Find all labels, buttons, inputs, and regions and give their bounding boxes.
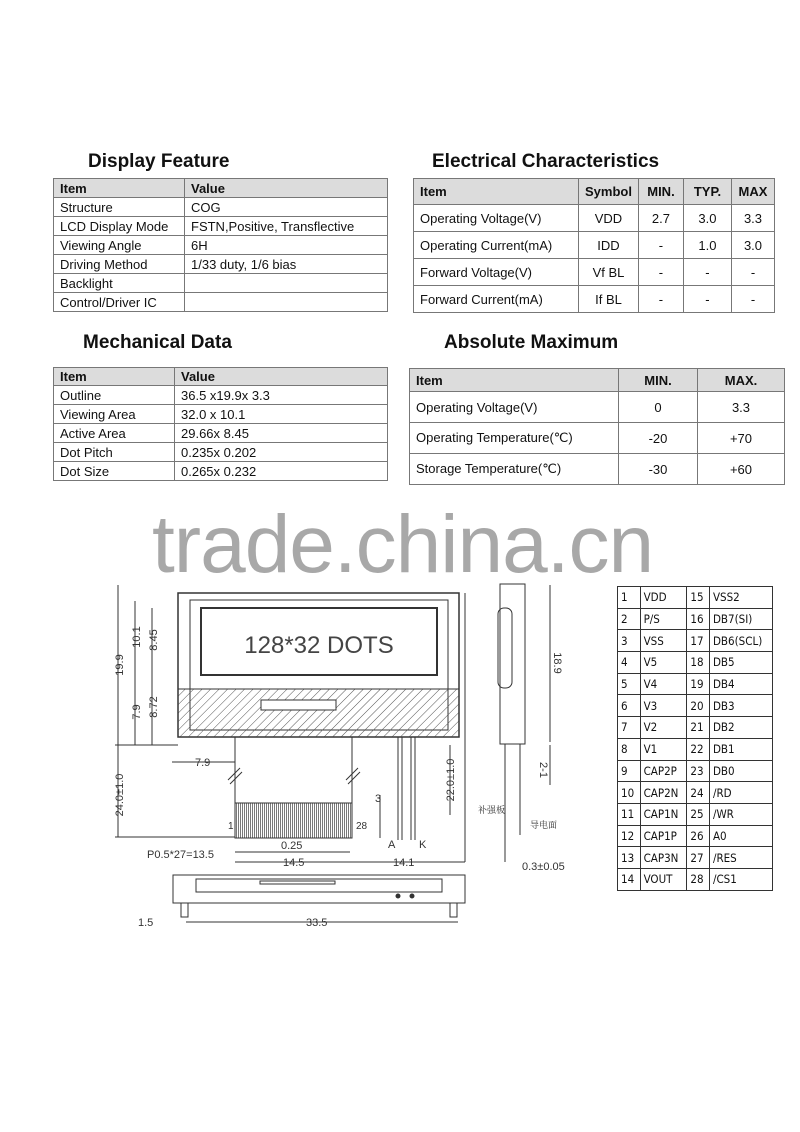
pin-signal: DB4 [709,673,772,695]
table-cell: LCD Display Mode [54,217,185,236]
table-header-row [54,179,388,198]
table-cell: Active Area [54,424,175,443]
table-header-row [410,369,785,392]
table-cell: Dot Pitch [54,443,175,462]
table-cell: Operating Current(mA) [414,232,579,259]
absolute-max-table [409,368,785,485]
table-cell: +60 [698,454,785,485]
table-cell: 29.66x 8.45 [175,424,388,443]
pin-number: 22 [687,738,710,760]
table-header-row [54,368,388,386]
table-cell: -30 [619,454,698,485]
mechanical-table [53,367,388,481]
table-cell: Structure [54,198,185,217]
side-view-bottom [173,875,465,917]
pin-number: 2 [618,608,641,630]
table-cell: 3.0 [731,232,774,259]
column-header: Value [175,368,388,386]
pin-signal: CAP2N [640,782,687,804]
pin-last-label: 28 [356,821,368,832]
table-cell: - [731,286,774,313]
table-cell: Control/Driver IC [54,293,185,312]
column-header: MAX [731,179,774,205]
pin-signal: DB5 [709,652,772,674]
table-row [414,232,775,259]
table-cell: Operating Voltage(V) [414,205,579,232]
table-row [410,423,785,454]
table-cell: Driving Method [54,255,185,274]
column-header: Item [54,368,175,386]
table-cell: - [638,259,683,286]
pin-signal: V1 [640,738,687,760]
electrical-table [413,178,775,313]
pin-number: 13 [618,847,641,869]
dim-1-5: 1.5 [138,917,154,929]
electrical-title: Electrical Characteristics [432,151,660,172]
pin-signal: CAP2P [640,760,687,782]
pin-number: 8 [618,738,641,760]
pin-number: 27 [687,847,710,869]
table-row [54,255,388,274]
pin-first-label: 1 [228,821,234,832]
dim-10-1: 10.1 [131,626,143,648]
pin-row [618,738,773,760]
pin-number: 16 [687,608,710,630]
table-row [54,293,388,312]
absolute-max-title: Absolute Maximum [444,332,619,353]
table-cell: 2.7 [638,205,683,232]
pin-row [618,608,773,630]
pin-signal: VDD [640,587,687,609]
pin-number: 21 [687,717,710,739]
pin-signal: DB0 [709,760,772,782]
table-cell: VDD [579,205,639,232]
table-cell: 0.265x 0.232 [175,462,388,481]
pin-number: 24 [687,782,710,804]
pin-signal: /RD [709,782,772,804]
pin-signal: V2 [640,717,687,739]
pin-number: 17 [687,630,710,652]
pin-table [617,586,773,891]
table-cell: - [731,259,774,286]
table-cell: 1/33 duty, 1/6 bias [185,255,388,274]
table-cell: 0 [619,392,698,423]
dim-3: 3 [375,793,382,805]
pin-signal: DB6(SCL) [709,630,772,652]
table-cell: 1.0 [683,232,731,259]
pin-number: 6 [618,695,641,717]
table-cell: 3.0 [683,205,731,232]
pin-number: 25 [687,803,710,825]
pin-row [618,652,773,674]
table-cell: If BL [579,286,639,313]
pin-signal: /CS1 [709,868,772,890]
table-cell: - [683,259,731,286]
table-cell: Viewing Area [54,405,175,424]
dim-14-5: 14.5 [283,857,305,869]
table-cell: - [638,286,683,313]
dim-14-1: 14.1 [393,857,415,869]
pin-number: 7 [618,717,641,739]
table-cell: 3.3 [698,392,785,423]
pin-row [618,760,773,782]
table-row [410,454,785,485]
pin-signal: /WR [709,803,772,825]
lead-k-label: K [419,839,427,851]
dim-7-9-v: 7.9 [131,704,143,720]
column-header: MIN. [638,179,683,205]
pin-signal: P/S [640,608,687,630]
table-cell: Operating Voltage(V) [410,392,619,423]
table-cell: FSTN,Positive, Transflective [185,217,388,236]
table-cell: -20 [619,423,698,454]
dim-0-25: 0.25 [281,840,303,852]
dim-33-5: 33.5 [306,917,328,929]
table-row [414,259,775,286]
column-header: TYP. [683,179,731,205]
pin-row [618,717,773,739]
pin-signal: VSS2 [709,587,772,609]
dim-24: 24.0±1.0 [114,773,126,817]
table-cell: IDD [579,232,639,259]
table-row [54,386,388,405]
pin-row [618,630,773,652]
table-cell: Storage Temperature(℃) [410,454,619,485]
table-row [54,462,388,481]
pin-signal: V5 [640,652,687,674]
dim-19-9: 19.9 [114,654,126,676]
pin-signal: DB7(SI) [709,608,772,630]
table-row [54,405,388,424]
pin-number: 26 [687,825,710,847]
table-row [410,392,785,423]
table-cell [185,274,388,293]
table-row [54,424,388,443]
note-conductive-side: 导电面 [530,820,558,830]
pin-signal: DB2 [709,717,772,739]
table-cell: 3.3 [731,205,774,232]
table-cell: Forward Voltage(V) [414,259,579,286]
display-text: 128*32 DOTS [244,632,394,659]
pin-number: 10 [618,782,641,804]
pin-row [618,695,773,717]
table-cell: +70 [698,423,785,454]
pin-row [618,782,773,804]
front-view [178,593,459,840]
pin-number: 14 [618,868,641,890]
pin-number: 9 [618,760,641,782]
column-header: Item [54,179,185,198]
dim-pitch: P0.5*27=13.5 [147,849,214,861]
column-header: MIN. [619,369,698,392]
dim-8-72: 8.72 [148,696,160,718]
pin-signal: DB3 [709,695,772,717]
table-cell: Forward Current(mA) [414,286,579,313]
dim-2-1: 2-1 [537,762,549,778]
table-cell: 36.5 x19.9x 3.3 [175,386,388,405]
pin-signal: VSS [640,630,687,652]
pin-row [618,587,773,609]
table-cell: - [683,286,731,313]
display-feature-title: Display Feature [88,151,230,172]
table-header-row [414,179,775,205]
column-header: MAX. [698,369,785,392]
pin-signal: /RES [709,847,772,869]
pin-signal: CAP1P [640,825,687,847]
pin-row [618,825,773,847]
pin-number: 4 [618,652,641,674]
pin-signal: VOUT [640,868,687,890]
pin-signal: V3 [640,695,687,717]
pin-signal: CAP3N [640,847,687,869]
table-cell: Vf BL [579,259,639,286]
pin-number: 3 [618,630,641,652]
pin-signal: V4 [640,673,687,695]
pin-row [618,868,773,890]
table-cell: Viewing Angle [54,236,185,255]
pin-number: 20 [687,695,710,717]
pin-row [618,847,773,869]
display-feature-table [53,178,388,312]
table-row [414,205,775,232]
mechanical-title: Mechanical Data [83,332,232,353]
table-cell: 6H [185,236,388,255]
pin-number: 19 [687,673,710,695]
pin-number: 23 [687,760,710,782]
pin-row [618,673,773,695]
table-cell: 32.0 x 10.1 [175,405,388,424]
pin-signal: A0 [709,825,772,847]
dim-22: 22.0±1.0 [445,758,457,802]
pin-number: 18 [687,652,710,674]
dim-18-9: 18.9 [551,652,563,674]
table-cell: - [638,232,683,259]
watermark: trade.china.cn [152,499,654,590]
pin-number: 11 [618,803,641,825]
note-stiffener: 补强板 [478,805,506,815]
pin-number: 12 [618,825,641,847]
pin-number: 5 [618,673,641,695]
table-cell: Dot Size [54,462,175,481]
table-row [54,443,388,462]
lead-a-label: A [388,839,396,851]
table-cell: Operating Temperature(℃) [410,423,619,454]
table-row [54,198,388,217]
pin-row [618,803,773,825]
pin-number: 28 [687,868,710,890]
table-cell: 0.235x 0.202 [175,443,388,462]
table-row [54,274,388,293]
table-cell: COG [185,198,388,217]
pin-signal: DB1 [709,738,772,760]
pin-signal: CAP1N [640,803,687,825]
table-row [54,217,388,236]
pin-number: 15 [687,587,710,609]
column-header: Value [185,179,388,198]
table-row [54,236,388,255]
dim-0-3: 0.3±0.05 [522,861,565,873]
table-cell: Outline [54,386,175,405]
dim-8-45: 8.45 [148,629,160,651]
column-header: Item [410,369,619,392]
column-header: Symbol [579,179,639,205]
table-row [414,286,775,313]
column-header: Item [414,179,579,205]
table-cell: Backlight [54,274,185,293]
dim-7-9-h: 7.9 [195,757,211,769]
pin-number: 1 [618,587,641,609]
table-cell [185,293,388,312]
